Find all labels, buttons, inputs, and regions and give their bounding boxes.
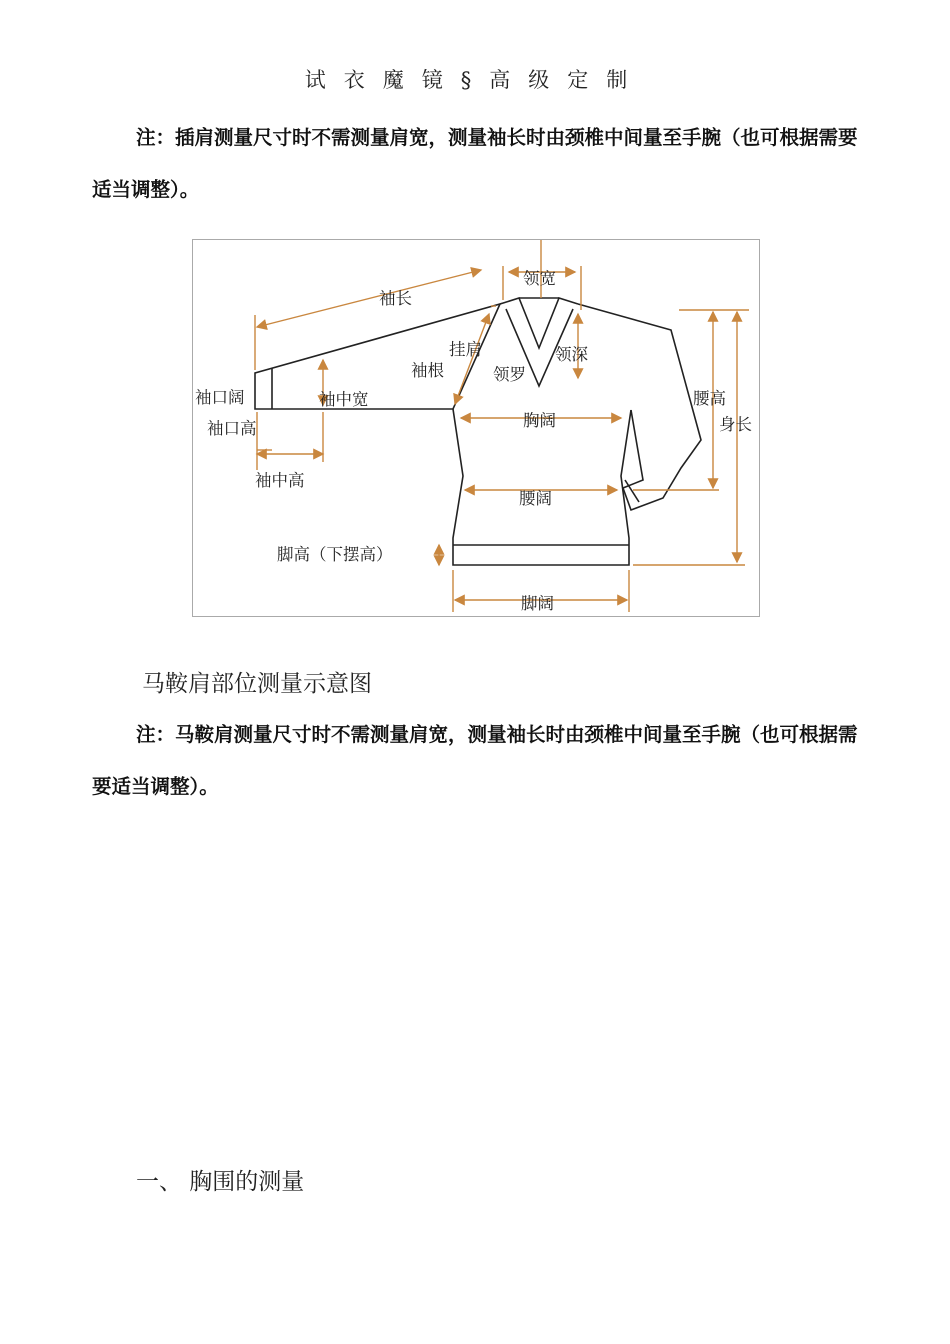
label-sleeve-mid-height: 袖中高 (255, 471, 305, 490)
label-neckline: 领罗 (493, 365, 526, 384)
label-chest-width: 胸阔 (523, 411, 556, 430)
label-sleeve-root: 袖根 (411, 361, 444, 380)
label-body-length: 身长 (719, 415, 752, 434)
note-saddle (92, 709, 862, 813)
label-sleeve-length: 袖长 (379, 289, 412, 308)
note-raglan-text: 注：插肩测量尺寸时不需测量肩宽，测量袖长时由颈椎中间量至手腕（也可根据需要适当调整）。 (92, 126, 858, 201)
label-cuff-height: 袖口高 (207, 419, 257, 438)
note-raglan (92, 112, 862, 216)
label-cuff-width: 袖口阔 (195, 388, 245, 407)
sweater-outline (255, 298, 701, 565)
note-saddle-text: 注：马鞍肩测量尺寸时不需测量肩宽，测量袖长时由颈椎中间量至手腕（也可根据需要适当调整）。 (92, 723, 858, 798)
label-hem-height: 脚高（下摆高） (277, 545, 393, 564)
label-collar-width: 领宽 (523, 269, 556, 288)
label-hem-width: 脚阔 (521, 594, 554, 613)
label-waist-height: 腰高 (693, 389, 726, 408)
label-collar-depth: 领深 (555, 345, 588, 364)
label-waist-width: 腰阔 (519, 489, 552, 508)
page-header: 试衣魔镜§高级定制 (304, 68, 646, 92)
label-raglan: 挂肩 (449, 340, 482, 359)
section-title: 一、 胸围的测量 (136, 1169, 305, 1195)
figure-caption: 马鞍肩部位测量示意图 (142, 671, 372, 697)
label-sleeve-mid-width: 袖中宽 (319, 390, 369, 409)
measurement-diagram (192, 239, 760, 617)
